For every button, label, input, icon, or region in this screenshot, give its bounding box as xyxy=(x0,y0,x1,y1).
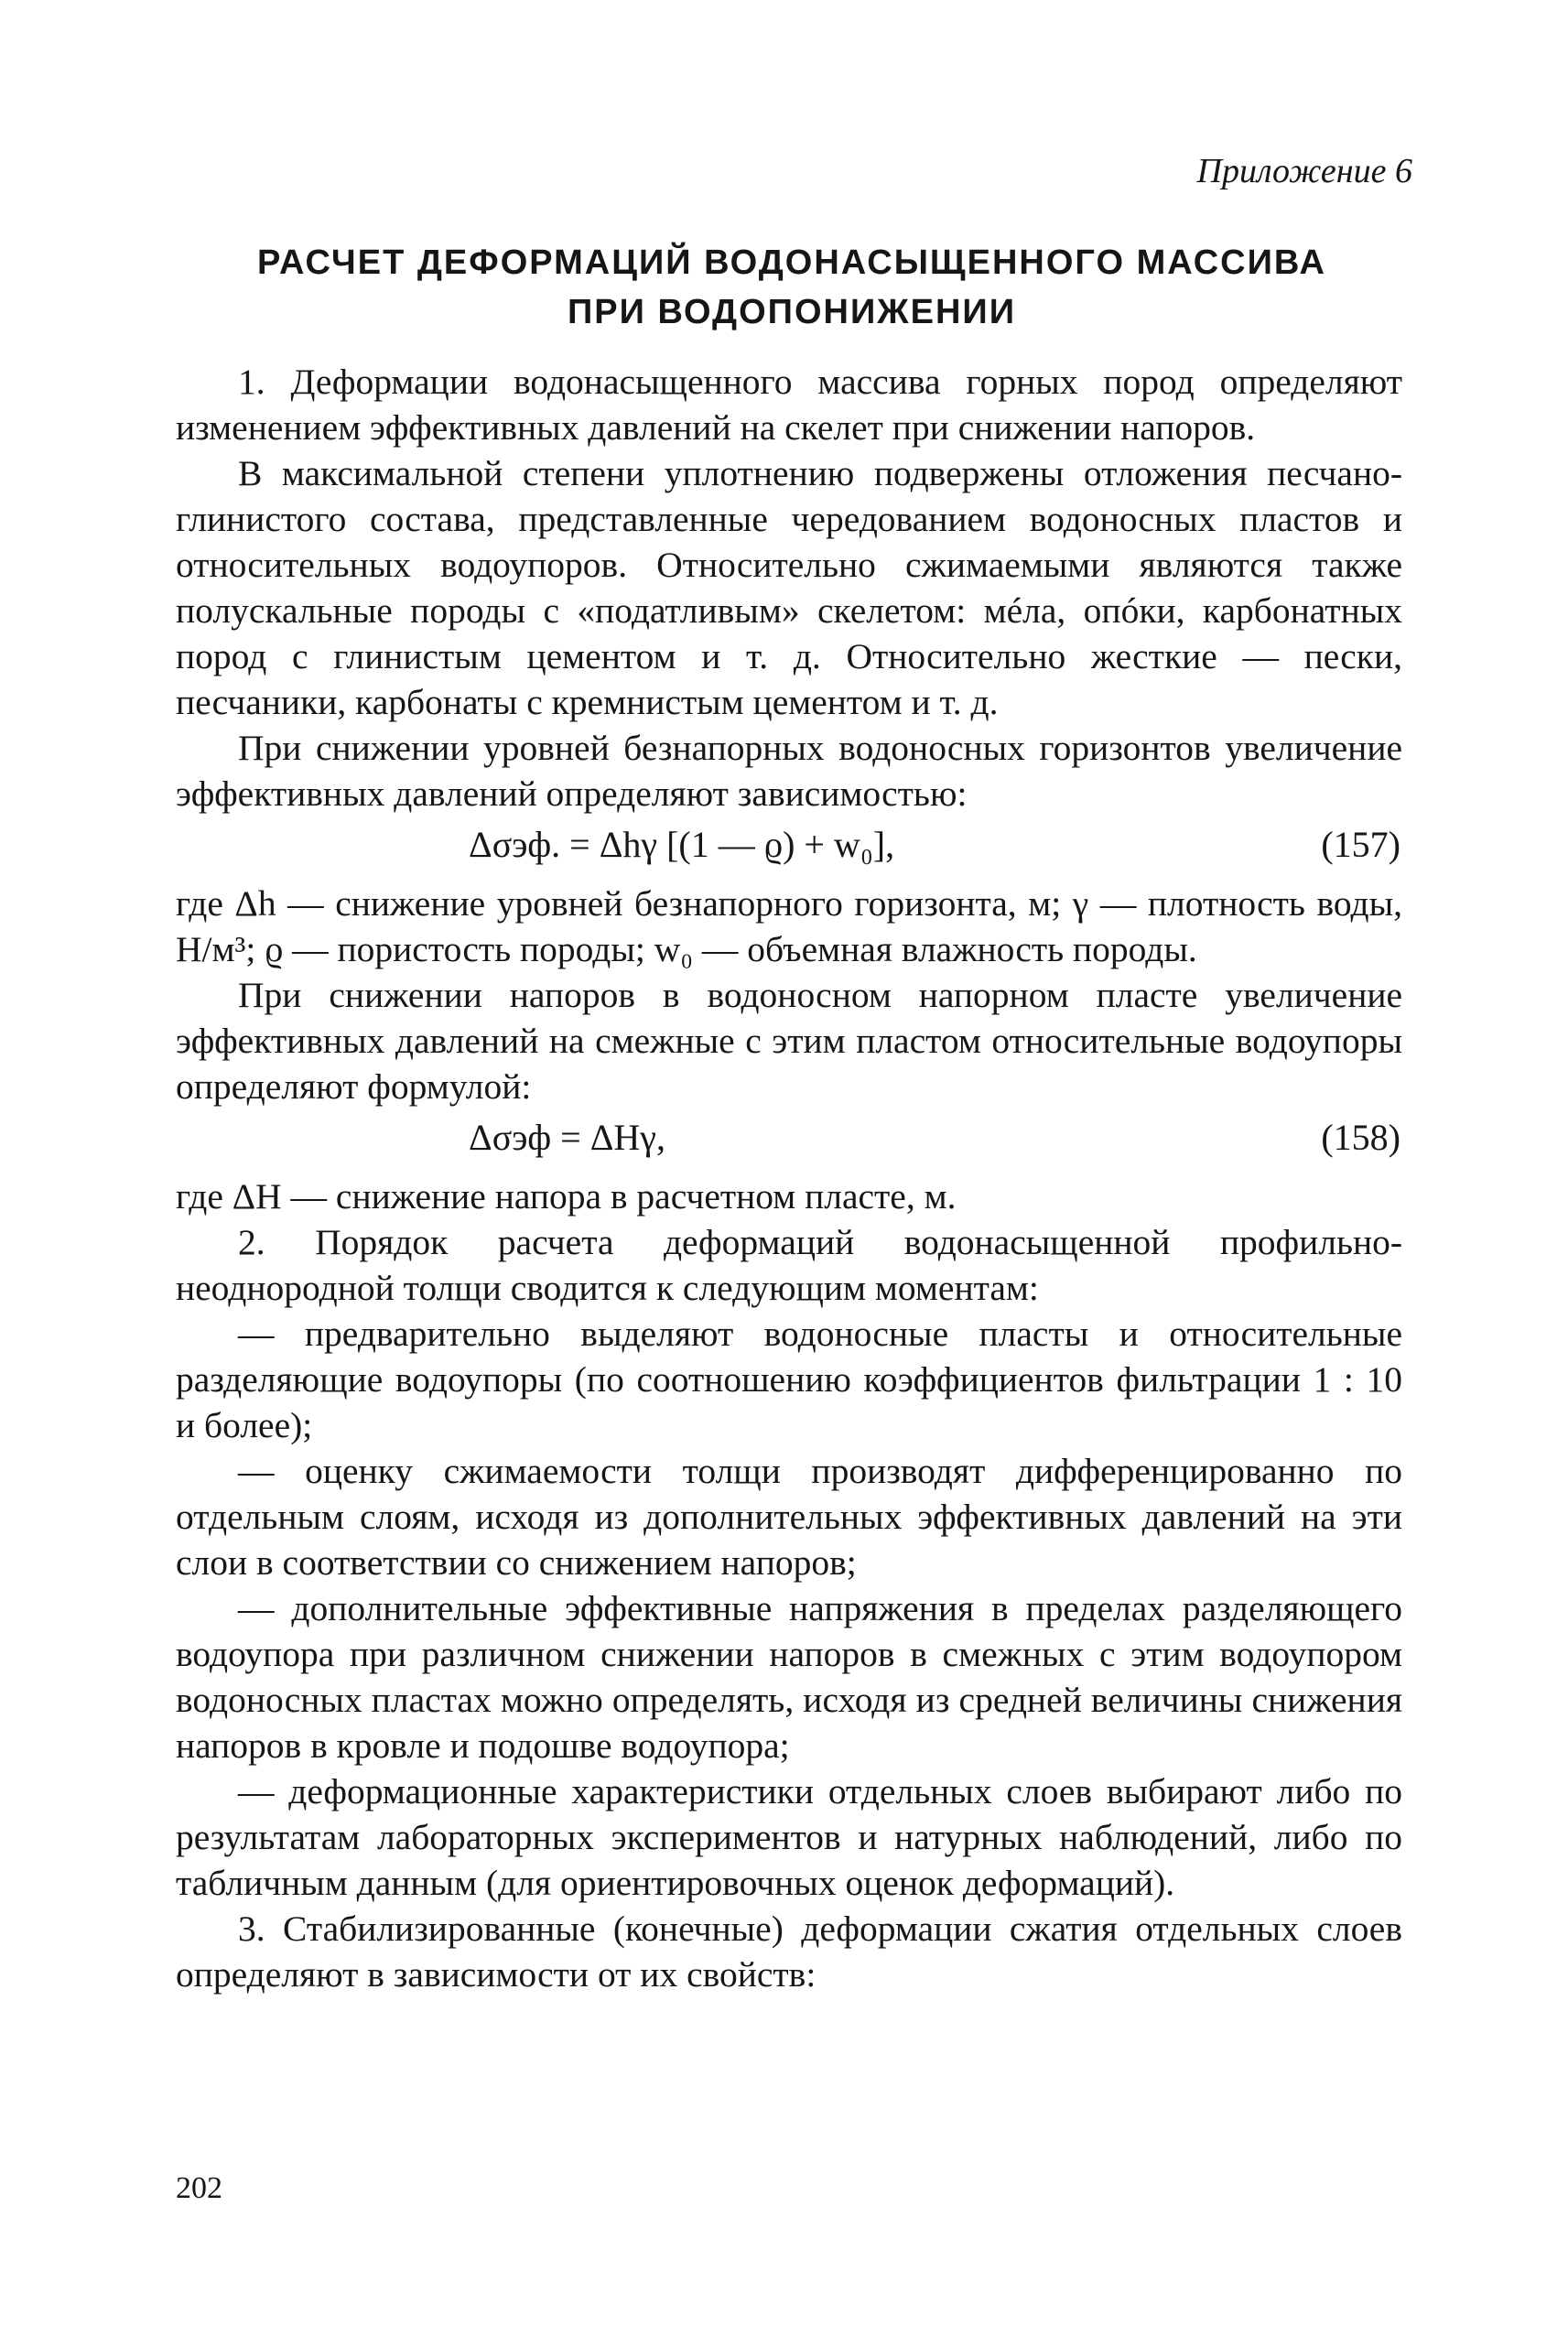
paragraph-8: 3. Стабилизированные (конечные) деформации сжатия отдельных слоев определяют в зависимости от их свойств: xyxy=(176,1909,1402,1995)
page-number: 202 xyxy=(176,2171,222,2205)
formula-158 xyxy=(176,1115,1402,1161)
paragraph-5: При снижении напоров в водоносном напорном пласте увеличение эффективных давлений на смежные с этим пластом относительные водоупоры определяют формулой: xyxy=(176,975,1402,1107)
section-title xyxy=(183,238,1400,337)
bullet-3: — дополнительные эффективные напряжения в пределах разделяющего водоупора при различном снижении напоров в смежных с этим водоупором водоносных пластах можно определять, исходя из средней величины снижения напоров в кровле и подошве водоупора; xyxy=(176,1588,1402,1766)
bullet-4: — деформационные характеристики отдельных слоев выбирают либо по результатам лабораторных экспериментов и натурных наблюдений, либо по табличным данным (для ориентировочных оценок деформаций). xyxy=(176,1771,1402,1903)
title-line-1: РАСЧЕТ ДЕФОРМАЦИЙ ВОДОНАСЫЩЕННОГО МАССИВА xyxy=(257,243,1326,282)
appendix-label: Приложение 6 xyxy=(1196,152,1412,190)
paragraph-2: В максимальной степени уплотнению подвержены отложения песчано-глинистого состава, представленные чередованием водоносных пластов и относительных водоупоров. Относительно сжимаемыми являются также полускальные породы с «податливым» скелетом: мéла, опóки, карбонатных пород с глинистым цементом и т. д. Относительно жесткие — пески, песчаники, карбонаты с кремнистым цементом и т. д. xyxy=(176,453,1402,722)
paragraph-1: 1. Деформации водонасыщенного массива горных пород определяют изменением эффективных давлений на скелет при снижении напоров. xyxy=(176,362,1402,448)
title-line-2: ПРИ ВОДОПОНИЖЕНИИ xyxy=(567,293,1017,331)
paragraph-6: где ΔH — снижение напора в расчетном пласте, м. xyxy=(176,1176,957,1217)
paragraph-4: где Δh — снижение уровней безнапорного горизонта, м; γ — плотность воды, Н/м³; ϱ — пористость породы; w₀ — объемная влажность породы. xyxy=(176,883,1402,969)
paragraph-7: 2. Порядок расчета деформаций водонасыщенной профильно-неоднородной толщи сводится к следующим моментам: xyxy=(176,1222,1402,1308)
paragraph-3: При снижении уровней безнапорных водоносных горизонтов увеличение эффективных давлений определяют зависимостью: xyxy=(176,728,1402,814)
formula-158-expression: Δσэф = ΔHγ, xyxy=(469,1117,665,1158)
bullet-2: — оценку сжимаемости толщи производят дифференцированно по отдельным слоям, исходя из дополнительных эффективных давлений на эти слои в соответствии со снижением напоров; xyxy=(176,1451,1402,1583)
formula-157-number: (157) xyxy=(1321,824,1400,865)
formula-158-number: (158) xyxy=(1321,1117,1400,1158)
formula-157 xyxy=(176,822,1402,868)
formula-157-expression: Δσэф. = Δhγ [(1 — ϱ) + w₀], xyxy=(469,824,895,865)
bullet-1: — предварительно выделяют водоносные пласты и относительные разделяющие водоупоры (по соотношению коэффициентов фильтрации 1 : 10 и более); xyxy=(176,1314,1402,1445)
body-text xyxy=(176,359,1402,1997)
